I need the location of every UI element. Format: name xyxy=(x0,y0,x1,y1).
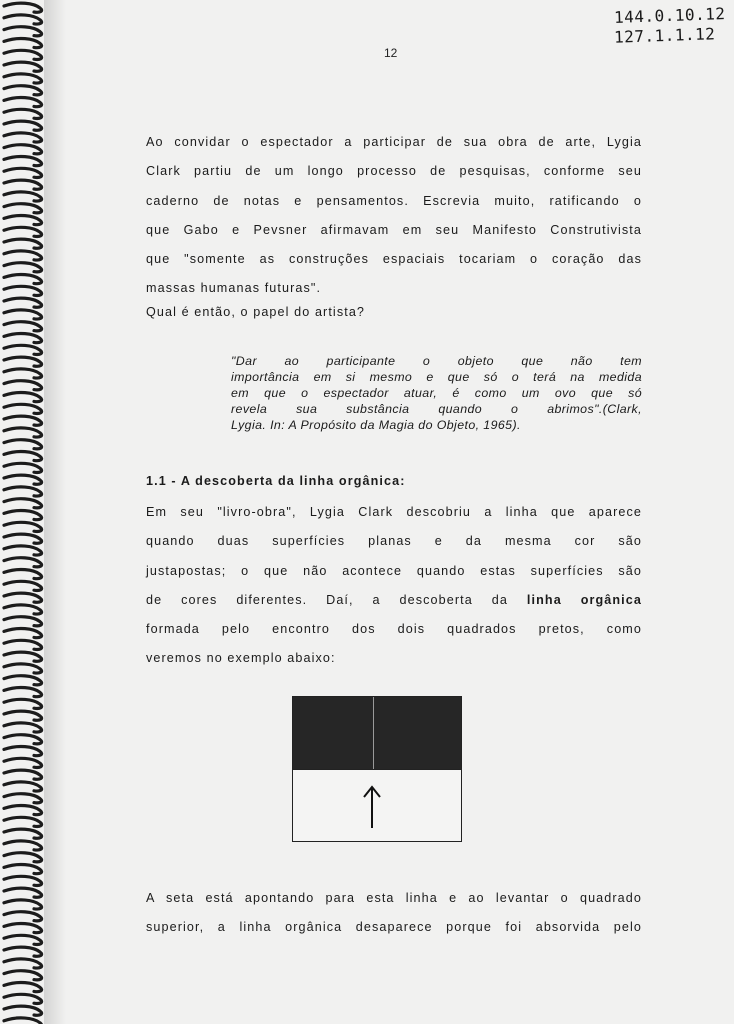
text-line xyxy=(146,586,642,615)
spiral-coil xyxy=(4,168,42,177)
paragraph-arrow-explanation xyxy=(146,884,642,943)
text-line: A seta está apontando para esta linha e ao levantar o quadrado xyxy=(146,891,642,905)
spiral-coil xyxy=(4,534,42,543)
page-number: 12 xyxy=(384,46,398,60)
text-line: veremos no exemplo abaixo: xyxy=(146,651,336,666)
spiral-coil xyxy=(4,723,42,732)
spiral-coil xyxy=(4,522,42,531)
spiral-coil xyxy=(4,239,42,248)
spiral-coil xyxy=(4,345,42,354)
black-square-left xyxy=(293,697,373,769)
two-squares-figure xyxy=(292,696,462,842)
spiral-coil xyxy=(4,133,42,142)
spiral-coil xyxy=(4,570,42,579)
spiral-coil xyxy=(4,1018,42,1024)
block-quote xyxy=(231,353,642,433)
spiral-coil xyxy=(4,50,42,59)
spiral-coil xyxy=(4,487,42,496)
handwritten-annotation-line1: 144.0.10.12 xyxy=(613,4,726,27)
spiral-coil xyxy=(4,251,42,260)
spiral-coil xyxy=(4,983,42,992)
spiral-coil xyxy=(4,227,42,236)
spiral-coil xyxy=(4,511,42,520)
spiral-coil xyxy=(4,310,42,319)
spiral-coil xyxy=(4,770,42,779)
spiral-coil xyxy=(4,629,42,638)
spiral-coil xyxy=(4,98,42,107)
spiral-coil xyxy=(4,369,42,378)
spiral-coil xyxy=(4,617,42,626)
quote-line: importância em si mesmo e que só o terá na medida xyxy=(231,370,642,384)
spiral-coil xyxy=(4,121,42,130)
spiral-coil xyxy=(4,440,42,449)
spiral-coil xyxy=(4,581,42,590)
spiral-coil xyxy=(4,664,42,673)
spiral-coil xyxy=(4,86,42,95)
spiral-coil xyxy=(4,782,42,791)
spiral-coil xyxy=(4,794,42,803)
spiral-coil xyxy=(4,971,42,980)
spiral-coil xyxy=(4,876,42,885)
spiral-coil xyxy=(4,322,42,331)
spiral-coil xyxy=(4,558,42,567)
section-heading: 1.1 - A descoberta da linha orgânica: xyxy=(146,474,406,488)
quote-line: revela sua substância quando o abrimos".(Clark, xyxy=(231,402,642,416)
quote-line: "Dar ao participante o objeto que não tem xyxy=(231,354,642,368)
spiral-coil xyxy=(4,15,42,24)
spiral-coil xyxy=(4,640,42,649)
spiral-coil xyxy=(4,865,42,874)
text-line: que Gabo e Pevsner afirmavam em seu Manifesto Construtivista xyxy=(146,222,642,237)
text-line: que "somente as construções espaciais tocariam o coração das xyxy=(146,252,642,267)
spiral-coil xyxy=(4,62,42,71)
spiral-coil xyxy=(4,499,42,508)
spiral-coil xyxy=(4,888,42,897)
text-line: quando duas superfícies planas e da mesma cor são xyxy=(146,534,642,549)
spiral-coil xyxy=(4,204,42,213)
spiral-coil xyxy=(4,452,42,461)
spiral-coil xyxy=(4,853,42,862)
spiral-coil xyxy=(4,357,42,366)
spiral-coil xyxy=(4,935,42,944)
text-line: superior, a linha orgânica desaparece porque foi absorvida pelo xyxy=(146,920,642,935)
spiral-coil xyxy=(4,711,42,720)
spiral-coil xyxy=(4,263,42,272)
spiral-coil xyxy=(4,841,42,850)
spiral-coil xyxy=(4,393,42,402)
spiral-coil xyxy=(4,381,42,390)
spiral-coil xyxy=(4,298,42,307)
spiral-coil xyxy=(4,39,42,48)
spiral-coil xyxy=(4,192,42,201)
spiral-coil xyxy=(4,688,42,697)
spiral-coil xyxy=(4,912,42,921)
spiral-coil xyxy=(4,593,42,602)
spiral-coil xyxy=(4,180,42,189)
spiral-coil xyxy=(4,157,42,166)
text-line: caderno de notas e pensamentos. Escrevia muito, ratificando o xyxy=(146,193,642,208)
spiral-coil xyxy=(4,735,42,744)
quote-line: em que o espectador atuar, é como um ovo que só xyxy=(231,386,642,400)
spiral-coil xyxy=(4,699,42,708)
text-line: formada pelo encontro dos dois quadrados pretos, como xyxy=(146,622,642,637)
spiral-coil xyxy=(4,747,42,756)
question-line: Qual é então, o papel do artista? xyxy=(146,304,366,319)
spiral-coil xyxy=(4,947,42,956)
spiral-coil xyxy=(4,758,42,767)
spiral-coil xyxy=(4,924,42,933)
black-square-right xyxy=(374,697,461,769)
spiral-coil xyxy=(4,676,42,685)
spiral-coil xyxy=(4,27,42,36)
page-edge-shadow xyxy=(44,0,66,1024)
spiral-coil xyxy=(4,806,42,815)
paragraph-organic-line xyxy=(146,498,642,674)
spiral-coil xyxy=(4,900,42,909)
text-line: Em seu "livro-obra", Lygia Clark descobriu a linha que aparece xyxy=(146,505,642,519)
spiral-coil xyxy=(4,74,42,83)
spiral-coil xyxy=(4,829,42,838)
text-line: justapostas; o que não acontece quando estas superfícies são xyxy=(146,563,642,578)
spiral-coil xyxy=(4,334,42,343)
spiral-coil xyxy=(4,994,42,1003)
spiral-coil xyxy=(4,605,42,614)
quote-line: Lygia. In: A Propósito da Magia do Objeto, 1965). xyxy=(231,418,521,432)
spiral-coil xyxy=(4,216,42,225)
spiral-coil xyxy=(4,652,42,661)
handwritten-annotation-line2: 127.1.1.12 xyxy=(613,24,716,47)
spiral-coil xyxy=(4,275,42,284)
text-line: Ao convidar o espectador a participar de sua obra de arte, Lygia xyxy=(146,135,642,149)
spiral-coil xyxy=(4,428,42,437)
paragraph-intro xyxy=(146,128,642,327)
spiral-coil xyxy=(4,145,42,154)
spiral-coil xyxy=(4,3,42,12)
spiral-coil xyxy=(4,416,42,425)
spiral-coil xyxy=(4,109,42,118)
text-line: Clark partiu de um longo processo de pesquisas, conforme seu xyxy=(146,164,642,179)
spiral-coil xyxy=(4,546,42,555)
spiral-coil xyxy=(4,475,42,484)
spiral-coil xyxy=(4,959,42,968)
text-line: massas humanas futuras". xyxy=(146,281,322,296)
spiral-coil xyxy=(4,1006,42,1015)
bold-term-linha-organica: linha orgânica xyxy=(526,592,642,607)
spiral-coil xyxy=(4,817,42,826)
spiral-coil xyxy=(4,404,42,413)
text-segment: de cores diferentes. Daí, a descoberta da xyxy=(146,592,527,607)
spiral-coil xyxy=(4,463,42,472)
spiral-coil xyxy=(4,286,42,295)
